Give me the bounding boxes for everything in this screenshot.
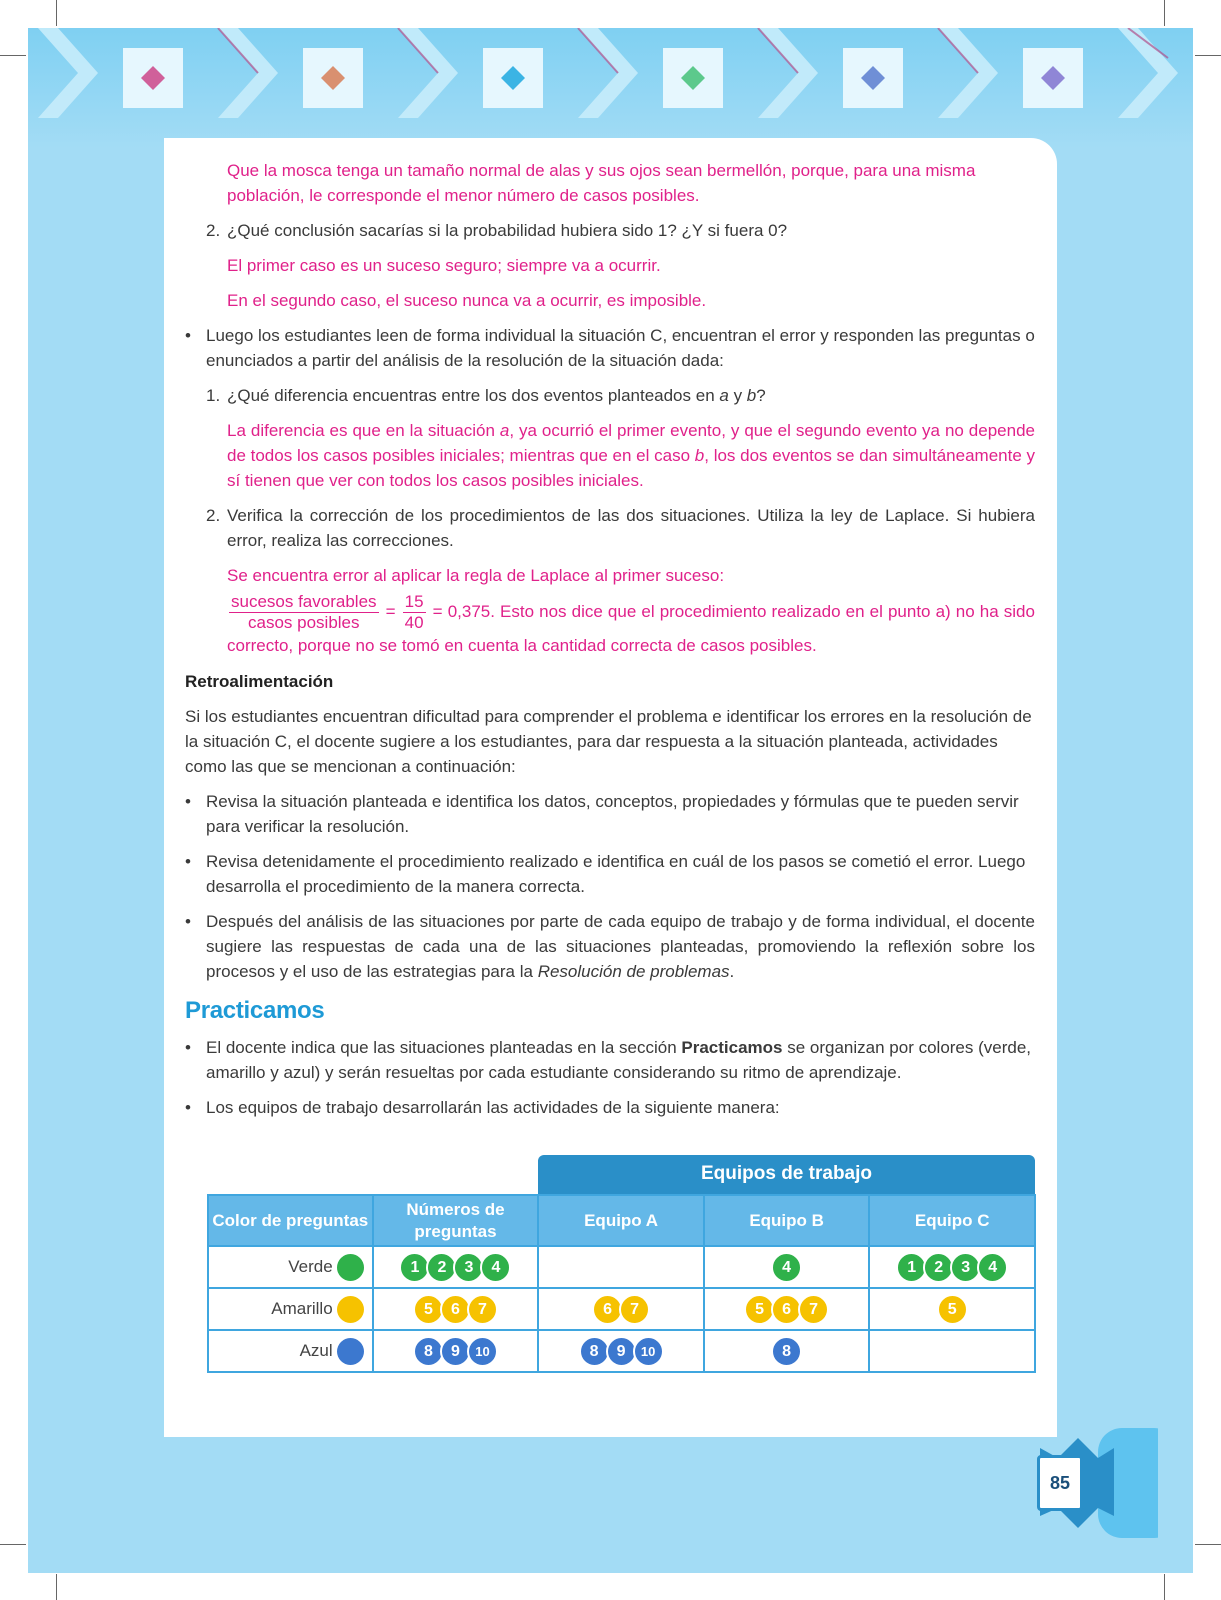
fraction: $\frac{\text{sucesos favorables}}{\text{casos posibles}}$ <box>231 592 377 632</box>
bullet-icon: • <box>185 852 191 871</box>
table-row <box>208 1246 1035 1288</box>
bullet-icon: • <box>185 326 191 345</box>
question-number-badge: 5 <box>744 1294 775 1325</box>
bullet-item: • Revisa detenidamente el procedimiento realizado e identifica en cuál de los pasos se cometió el error. Luego desarrolla el procedimiento de la manera correcta. <box>185 849 1035 899</box>
bullet-icon: • <box>185 792 191 811</box>
table-cell-b <box>704 1288 870 1330</box>
main-content <box>185 158 1035 1130</box>
fraction: $\frac{15}{40}$ <box>404 592 424 632</box>
table-cell-c <box>869 1246 1035 1288</box>
color-label: Azul <box>299 1340 333 1360</box>
table-cell-a <box>538 1246 704 1288</box>
bullet-item: • Los equipos de trabajo desarrollarán las actividades de la siguiente manera: <box>185 1095 1035 1120</box>
question-number-badge: 10 <box>633 1336 664 1367</box>
table-row <box>208 1330 1035 1372</box>
bullet-icon: • <box>185 912 191 931</box>
laplace-formula: $\frac{\text{sucesos favorables}}{\text{casos posibles}}$ = $\frac{15}{40}$ = 0,375. Esto nos dice que el procedimiento realizado en el punto a) no ha sido correcto, porque no se tomó en cuenta la cantidad correcta de casos posibles. <box>227 592 1035 655</box>
question-item: 1. ¿Qué diferencia encuentras entre los dos eventos planteados en a y b? <box>206 386 766 405</box>
section-title: Practicamos <box>185 997 325 1024</box>
page-number: 85 <box>1037 1455 1083 1511</box>
question-number-badge: 10 <box>467 1336 498 1367</box>
color-label: Amarillo <box>271 1298 333 1318</box>
group-header: Equipos de trabajo <box>538 1155 1035 1194</box>
answer-text: Se encuentra error al aplicar la regla de Laplace al primer suceso: <box>227 566 725 585</box>
column-header: Números de preguntas <box>373 1195 539 1246</box>
table-cell-numeros <box>373 1246 539 1288</box>
question-item: 2. ¿Qué conclusión sacarías si la probabilidad hubiera sido 1? ¿Y si fuera 0? <box>206 221 788 240</box>
bullet-icon: • <box>185 1098 191 1117</box>
question-number-badge: 9 <box>440 1336 471 1367</box>
question-number-badge: 2 <box>426 1252 457 1283</box>
retro-intro: Si los estudiantes encuentran dificultad para comprender el problema e identificar los errores en la resolución de la situación C, el docente sugiere a los estudiantes, para dar respuesta a la situación planteada, actividades como las que se mencionan a continuación: <box>185 707 1032 776</box>
color-cell <box>208 1288 373 1330</box>
color-label: Verde <box>288 1256 333 1276</box>
column-header: Equipo A <box>538 1195 704 1246</box>
question-number-badge: 7 <box>467 1294 498 1325</box>
table-grid <box>207 1194 1036 1373</box>
crop-mark <box>1164 0 1165 26</box>
question-number-badge: 6 <box>592 1294 623 1325</box>
crop-mark <box>0 55 26 56</box>
question-number-badge: 6 <box>771 1294 802 1325</box>
crop-mark <box>56 0 57 26</box>
table-row <box>208 1288 1035 1330</box>
decorative-banner <box>28 28 1193 148</box>
question-number-badge: 8 <box>413 1336 444 1367</box>
table-header-row <box>208 1195 1035 1246</box>
question-number-badge: 5 <box>937 1294 968 1325</box>
bullet-icon: • <box>185 1038 191 1057</box>
question-number-badge: 8 <box>771 1336 802 1367</box>
color-dot-icon <box>337 1296 364 1323</box>
question-number-badge: 7 <box>798 1294 829 1325</box>
column-header: Color de preguntas <box>208 1195 373 1246</box>
retro-title: Retroalimentación <box>185 672 334 691</box>
table-body <box>208 1246 1035 1372</box>
answer-text: La diferencia es que en la situación a, ya ocurrió el primer evento, y que el segundo evento ya no depende de todos los casos posibles iniciales; mientras que en el caso b, los dos eventos se dan simultáneamente y sí tienen que ver con todos los casos posibles iniciales. <box>227 421 1036 490</box>
question-number-badge: 4 <box>771 1252 802 1283</box>
question-number-badge: 3 <box>950 1252 981 1283</box>
table-cell-numeros <box>373 1288 539 1330</box>
table-cell-b <box>704 1330 870 1372</box>
question-number-badge: 1 <box>399 1252 430 1283</box>
column-header: Equipo B <box>704 1195 870 1246</box>
bullet-item: • Después del análisis de las situaciones por parte de cada equipo de trabajo y de forma individual, el docente sugiere las respuestas de cada una de las situaciones planteadas, promoviendo la reflexión sobre los procesos y el uso de las estrategias para la Resolución de problemas. <box>185 909 1035 984</box>
bullet-item: • Luego los estudiantes leen de forma individual la situación C, encuentran el error y responden las preguntas o enunciados a partir del análisis de la resolución de la situación dada: <box>185 323 1035 373</box>
column-header: Equipo C <box>869 1195 1035 1246</box>
bullet-item: • Revisa la situación planteada e identifica los datos, conceptos, propiedades y fórmulas que te pueden servir para verificar la resolución. <box>185 789 1035 839</box>
table-cell-c <box>869 1330 1035 1372</box>
table-cell-numeros <box>373 1330 539 1372</box>
color-cell <box>208 1330 373 1372</box>
table-cell-c <box>869 1288 1035 1330</box>
color-dot-icon <box>337 1254 364 1281</box>
table-cell-a <box>538 1288 704 1330</box>
color-cell <box>208 1246 373 1288</box>
bullet-item: • El docente indica que las situaciones planteadas en la sección Practicamos se organizan por colores (verde, amarillo y azul) y serán resueltas por cada estudiante considerando su ritmo de aprendizaje. <box>185 1035 1035 1085</box>
table-cell-a <box>538 1330 704 1372</box>
crop-mark <box>1164 1574 1165 1600</box>
crop-mark <box>0 1544 26 1545</box>
question-number-badge: 5 <box>413 1294 444 1325</box>
table-cell-b <box>704 1246 870 1288</box>
color-dot-icon <box>337 1338 364 1365</box>
question-number-badge: 3 <box>453 1252 484 1283</box>
question-number-badge: 4 <box>480 1252 511 1283</box>
crop-mark <box>1195 55 1221 56</box>
question-number-badge: 4 <box>977 1252 1008 1283</box>
question-number-badge: 2 <box>923 1252 954 1283</box>
answer-text: Que la mosca tenga un tamaño normal de alas y sus ojos sean bermellón, porque, para una misma población, le corresponde el menor número de casos posibles. <box>227 161 976 205</box>
crop-mark <box>56 1574 57 1600</box>
question-number-badge: 6 <box>440 1294 471 1325</box>
question-number-badge: 9 <box>606 1336 637 1367</box>
question-number-badge: 7 <box>619 1294 650 1325</box>
answer-text: El primer caso es un suceso seguro; siempre va a ocurrir. <box>227 256 661 275</box>
crop-mark <box>1195 1544 1221 1545</box>
question-item: 2. Verifica la corrección de los procedimientos de las dos situaciones. Utiliza la ley de Laplace. Si hubiera error, realiza las correcciones. <box>206 506 1035 550</box>
question-number-badge: 8 <box>579 1336 610 1367</box>
question-number-badge: 1 <box>896 1252 927 1283</box>
answer-text: En el segundo caso, el suceso nunca va a ocurrir, es imposible. <box>227 291 707 310</box>
